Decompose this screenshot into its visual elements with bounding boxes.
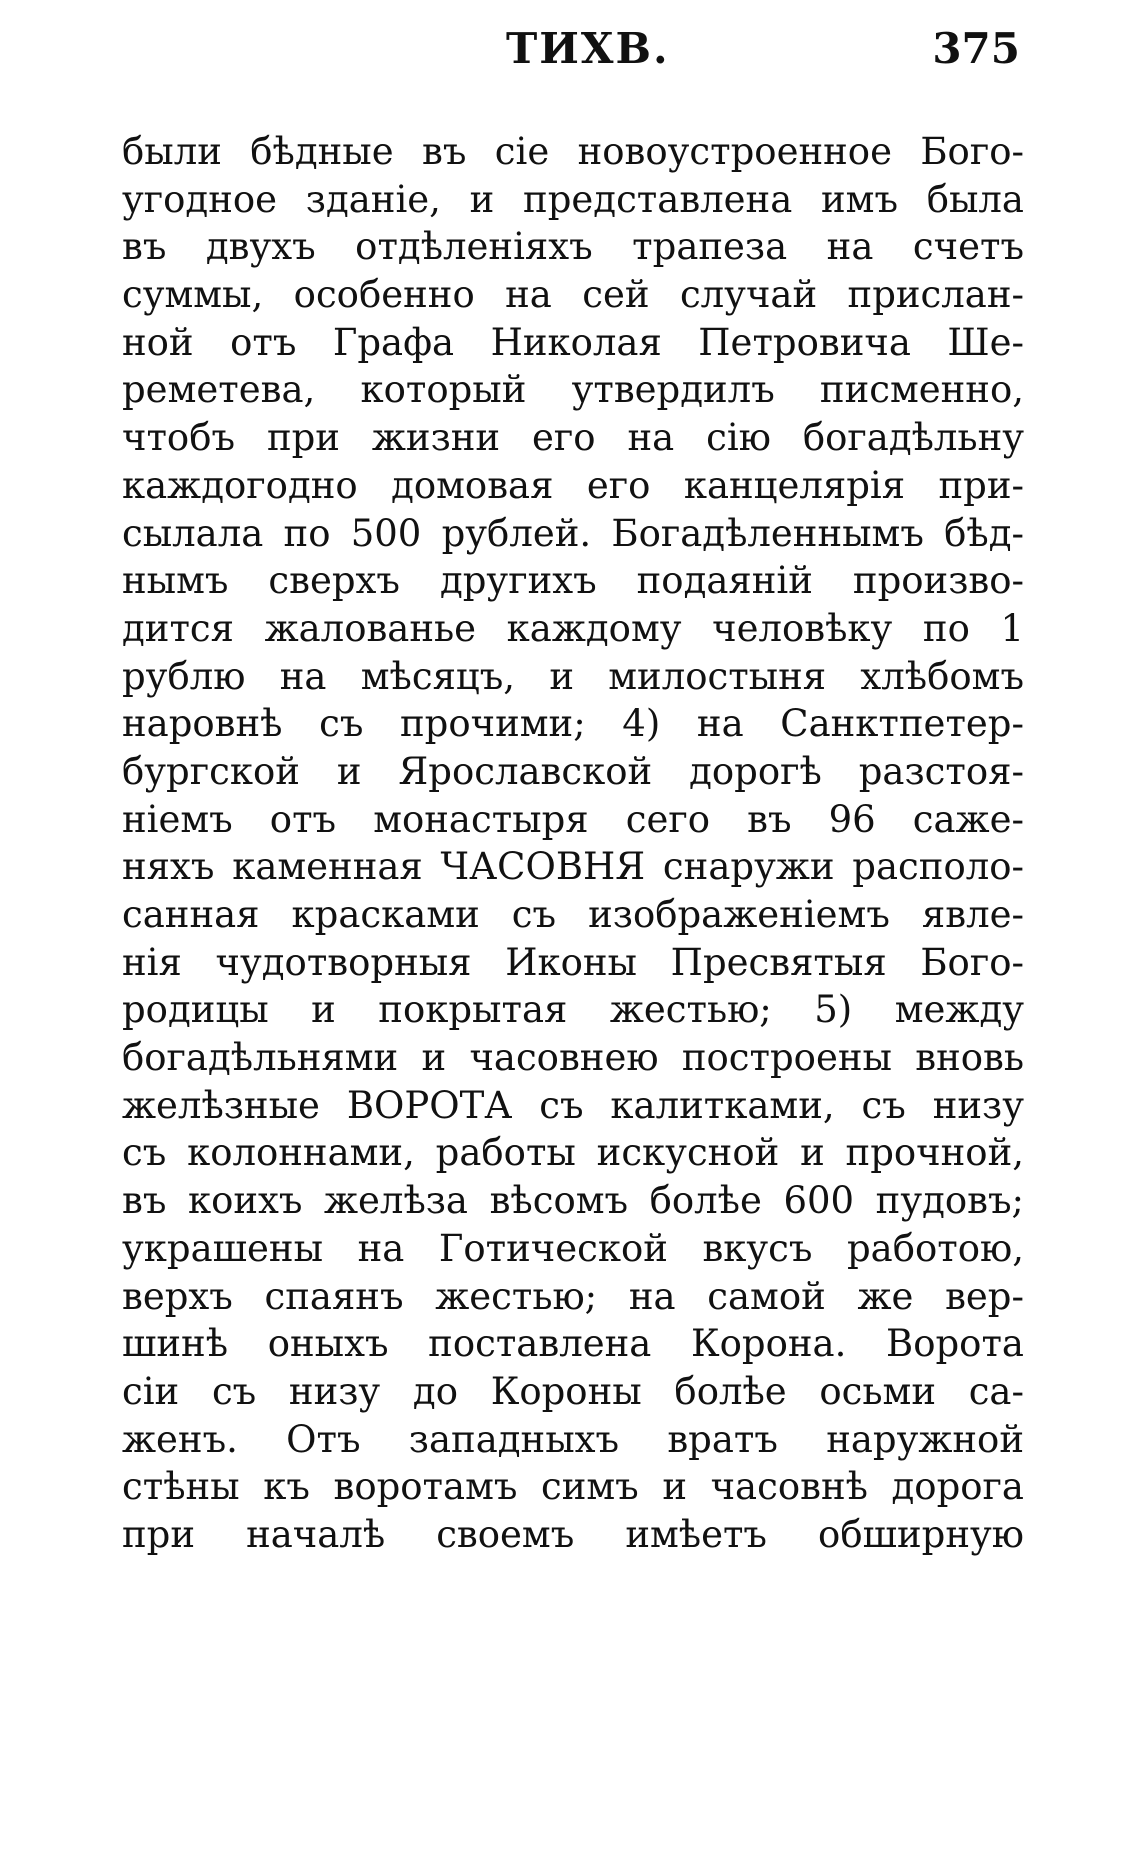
text-line: санная красками съ изображеніемъ явле- bbox=[122, 893, 1024, 936]
text-line: сылала по 500 рублей. Богадѣленнымъ бѣд- bbox=[122, 511, 1024, 555]
text-line: въ двухъ отдѣленіяхъ трапеза на счетъ bbox=[122, 225, 1024, 269]
text-line: съ колоннами, работы искусной и прочной, bbox=[122, 1131, 1024, 1175]
text-line: суммы, особенно на сей случай прислан- bbox=[122, 273, 1024, 317]
text-line: каждогодно домовая его канцелярія при- bbox=[122, 463, 1024, 507]
text-line: нымъ сверхъ другихъ подаяній произво- bbox=[122, 559, 1024, 603]
text-line: сіи съ низу до Короны болѣе осьми са- bbox=[122, 1369, 1024, 1413]
text-line: рублю на мѣсяцъ, и милостыня хлѣбомъ bbox=[122, 654, 1024, 698]
body-text bbox=[122, 128, 1024, 1559]
text-line: при началѣ своемъ имѣетъ обширную bbox=[122, 1512, 1024, 1556]
text-line: чтобъ при жизни его на сію богадѣльну bbox=[122, 416, 1024, 460]
text-line: богадѣльнями и часовнею построены вновь bbox=[122, 1036, 1024, 1080]
text-line: женъ. Отъ западныхъ вратъ наружной bbox=[122, 1417, 1024, 1461]
text-line: верхъ спаянъ жестью; на самой же вер- bbox=[122, 1274, 1024, 1318]
text-line: желѣзные ВОРОТА съ калитками, съ низу bbox=[122, 1083, 1024, 1127]
text-line: родицы и покрытая жестью; 5) между bbox=[122, 988, 1024, 1032]
text-line: нія чудотворныя Иконы Пресвятыя Бого- bbox=[122, 940, 1024, 984]
text-line: стѣны къ воротамъ симъ и часовнѣ дорога bbox=[122, 1465, 1024, 1509]
text-line: шинѣ оныхъ поставлена Корона. Ворота bbox=[122, 1322, 1024, 1366]
text-line: няхъ каменная ЧАСОВНЯ снаружи располо- bbox=[122, 845, 1024, 889]
text-line: дится жалованье каждому человѣку по 1 bbox=[122, 606, 1024, 650]
text-line: ніемъ отъ монастыря сего въ 96 саже- bbox=[122, 797, 1024, 841]
running-head: ТИХВ. bbox=[506, 24, 670, 73]
text-line: ной отъ Графа Николая Петровича Ше- bbox=[122, 320, 1024, 364]
text-line: въ коихъ желѣза вѣсомъ болѣе 600 пудовъ; bbox=[122, 1179, 1024, 1223]
text-line: бургской и Ярославской дорогѣ разстоя- bbox=[122, 749, 1024, 793]
text-line: украшены на Готической вкусъ работою, bbox=[122, 1226, 1024, 1270]
text-line: угодное зданіе, и представлена имъ была bbox=[122, 177, 1024, 221]
page-header bbox=[130, 24, 1020, 94]
text-line: были бѣдные въ сіе новоустроенное Бого- bbox=[122, 130, 1024, 173]
page-number: 375 bbox=[932, 24, 1020, 73]
text-line: наровнѣ съ прочими; 4) на Санктпетер- bbox=[122, 702, 1024, 746]
text-line: реметева, который утвердилъ писменно, bbox=[122, 368, 1024, 412]
